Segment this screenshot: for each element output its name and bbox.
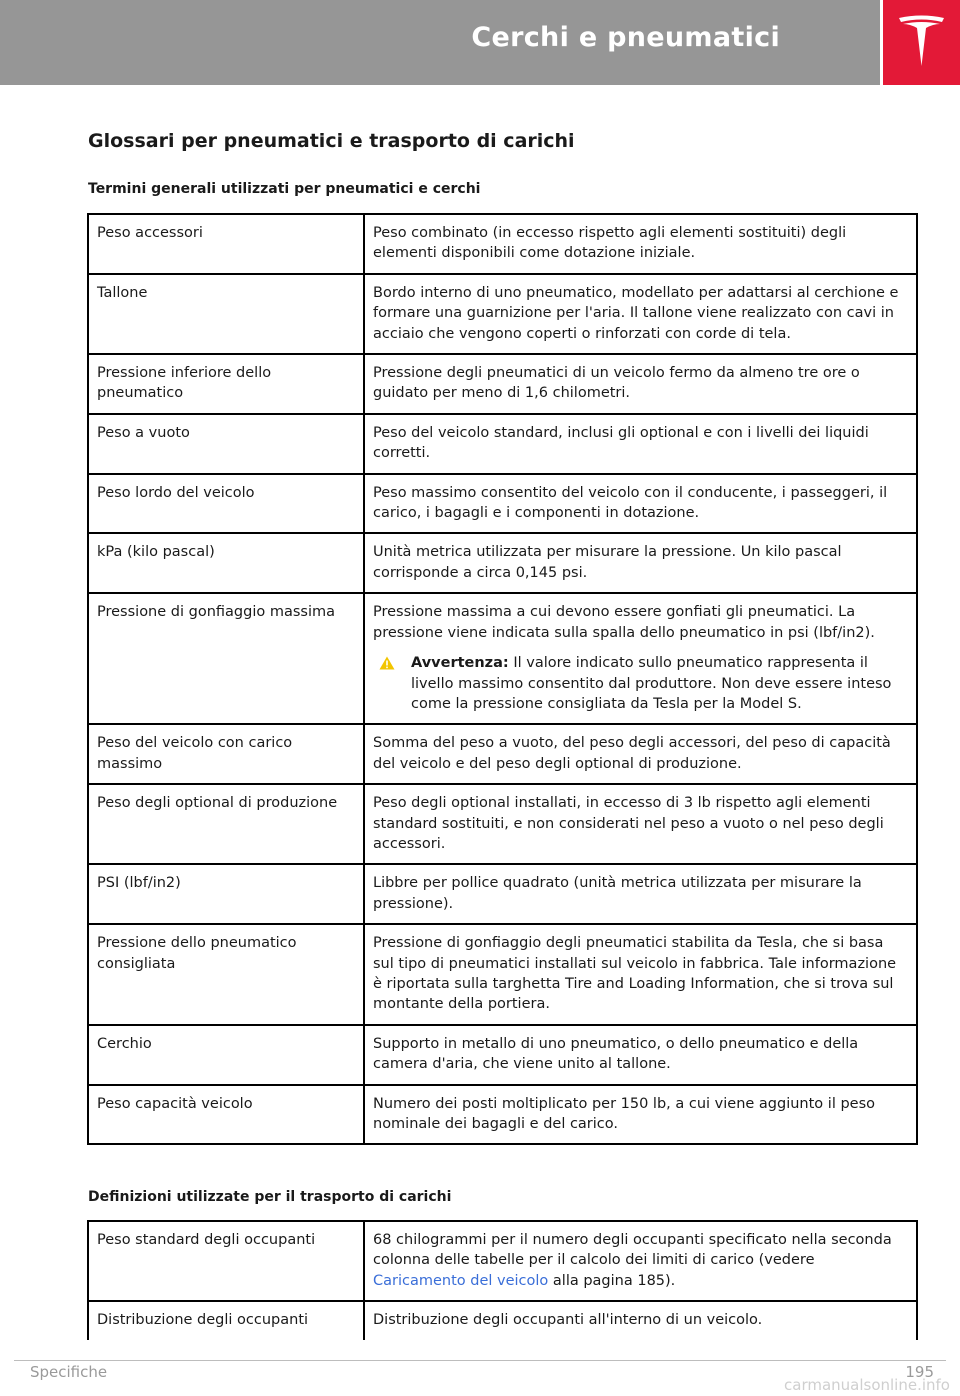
table-row <box>88 784 917 864</box>
tesla-logo-icon <box>897 14 946 69</box>
definition-cell: Distribuzione degli occupanti all'interno di un veicolo. <box>364 1301 917 1339</box>
term-cell: Pressione di gonfiaggio massima <box>88 593 364 724</box>
term-cell: Cerchio <box>88 1025 364 1085</box>
term-cell: Tallone <box>88 274 364 354</box>
definition-cell: Peso degli optional installati, in eccesso di 3 lb rispetto agli elementi standard sostituiti, e non considerati nel peso a vuoto o nel peso degli accessori. <box>364 784 917 864</box>
definition-cell <box>364 593 917 724</box>
table-row <box>88 1301 917 1339</box>
definition-cell: Peso massimo consentito del veicolo con il conducente, i passeggeri, il carico, i bagagli e i componenti in dotazione. <box>364 474 917 534</box>
definition-text-end: alla pagina 185). <box>548 1272 676 1289</box>
term-cell: PSI (lbf/in2) <box>88 864 364 924</box>
term-cell: Peso lordo del veicolo <box>88 474 364 534</box>
definition-cell: Peso combinato (in eccesso rispetto agli elementi sostituiti) degli elementi disponibili come dotazione iniziale. <box>364 214 917 274</box>
page-title: Glossari per pneumatici e trasporto di carichi <box>88 130 575 152</box>
term-cell: Peso a vuoto <box>88 414 364 474</box>
table-row <box>88 1025 917 1085</box>
section-title-load-definitions: Definizioni utilizzate per il trasporto di carichi <box>88 1189 452 1205</box>
definition-cell: Bordo interno di uno pneumatico, modellato per adattarsi al cerchione e formare una guarnizione per l'aria. Il tallone viene realizzato con cavi in acciaio che vengono coperti o rinforzati con corde di tela. <box>364 274 917 354</box>
definition-cell: Unità metrica utilizzata per misurare la pressione. Un kilo pascal corrisponde a circa 0,145 psi. <box>364 533 917 593</box>
table-row <box>88 864 917 924</box>
table-row <box>88 214 917 274</box>
definition-cell <box>364 1221 917 1301</box>
table-row <box>88 593 917 724</box>
footer-divider <box>14 1360 946 1361</box>
term-cell: Peso standard degli occupanti <box>88 1221 364 1301</box>
term-cell: Distribuzione degli occupanti <box>88 1301 364 1339</box>
table-row <box>88 474 917 534</box>
watermark: carmanualsonline.info <box>784 1376 950 1394</box>
page-number: 195 <box>905 1363 934 1381</box>
term-cell: Pressione dello pneumatico consigliata <box>88 924 364 1025</box>
caricamento-veicolo-link[interactable]: Caricamento del veicolo <box>373 1272 549 1289</box>
table-row <box>88 274 917 354</box>
term-cell: Pressione inferiore dello pneumatico <box>88 354 364 414</box>
definition-text: 68 chilogrammi per il numero degli occupanti specificato nella seconda colonna delle tabelle per il calcolo dei limiti di carico (vedere <box>373 1232 892 1269</box>
table-row <box>88 414 917 474</box>
warning-note <box>373 653 908 714</box>
table-row <box>88 924 917 1025</box>
warning-body: Il valore indicato sullo pneumatico rappresenta il livello massimo consentito dal produttore. Non deve essere inteso come la pressione consigliata da Tesla per la Model S. <box>411 655 892 712</box>
footer-section: Specifiche <box>30 1363 108 1381</box>
definition-cell: Somma del peso a vuoto, del peso degli accessori, del peso di capacità del veicolo e del peso degli optional di produzione. <box>364 724 917 784</box>
table-row <box>88 354 917 414</box>
header-bar <box>0 0 880 85</box>
term-cell: Peso capacità veicolo <box>88 1085 364 1145</box>
tesla-logo <box>883 0 960 85</box>
warning-text <box>411 653 908 714</box>
table-row <box>88 724 917 784</box>
header-title: Cerchi e pneumatici <box>471 22 780 53</box>
term-cell: Peso degli optional di produzione <box>88 784 364 864</box>
table-row <box>88 1085 917 1145</box>
warning-icon <box>373 653 411 714</box>
definition-cell: Libbre per pollice quadrato (unità metrica utilizzata per misurare la pressione). <box>364 864 917 924</box>
term-cell: Peso accessori <box>88 214 364 274</box>
definition-cell: Supporto in metallo di uno pneumatico, o dello pneumatico e della camera d'aria, che viene unito al tallone. <box>364 1025 917 1085</box>
term-cell: kPa (kilo pascal) <box>88 533 364 593</box>
definition-cell: Numero dei posti moltiplicato per 150 lb, a cui viene aggiunto il peso nominale dei bagagli e del carico. <box>364 1085 917 1145</box>
load-definitions-table <box>87 1220 918 1340</box>
definition-text: Pressione massima a cui devono essere gonfiati gli pneumatici. La pressione viene indicata sulla spalla dello pneumatico in psi (lbf/in2). <box>373 604 875 641</box>
definition-cell: Pressione di gonfiaggio degli pneumatici stabilita da Tesla, che si basa sul tipo di pneumatici installati sul veicolo in fabbrica. Tale informazione è riportata sulla targhetta Tire and Loading Information, che si trova sul montante della portiera. <box>364 924 917 1025</box>
section-title-general-terms: Termini generali utilizzati per pneumatici e cerchi <box>88 181 481 197</box>
general-terms-table <box>87 213 918 1145</box>
warning-label: Avvertenza: <box>411 655 509 672</box>
table-row <box>88 1221 917 1301</box>
definition-cell: Peso del veicolo standard, inclusi gli optional e con i livelli dei liquidi corretti. <box>364 414 917 474</box>
term-cell: Peso del veicolo con carico massimo <box>88 724 364 784</box>
definition-cell: Pressione degli pneumatici di un veicolo fermo da almeno tre ore o guidato per meno di 1,6 chilometri. <box>364 354 917 414</box>
table-row <box>88 533 917 593</box>
